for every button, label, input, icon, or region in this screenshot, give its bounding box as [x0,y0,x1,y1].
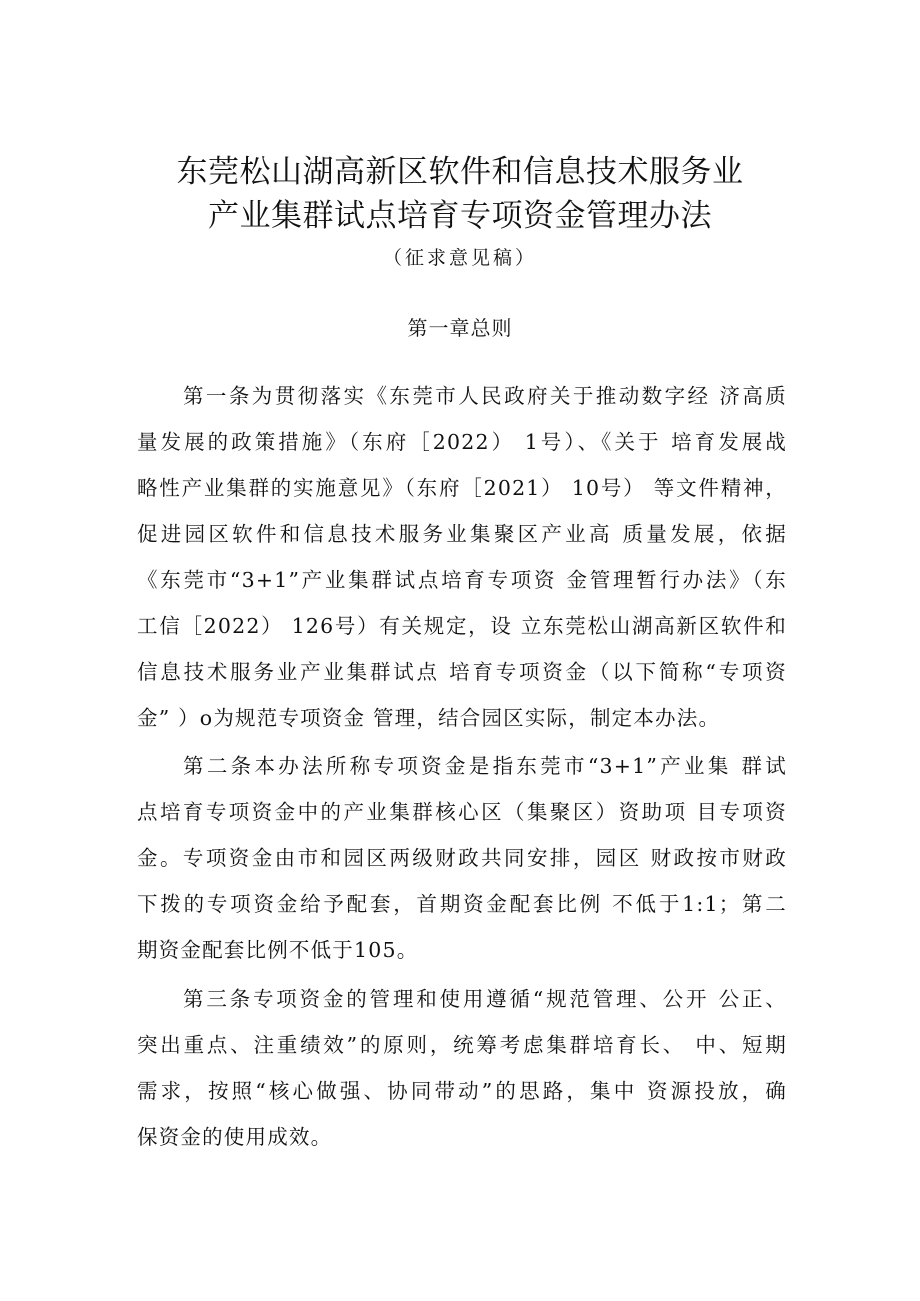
article-3-line-1: 第三条专项资金的管理和使用遵循“规范管理、公开 公正、 [183,987,787,1011]
article-3-line-4: 保资金的使用成效。 [137,1125,333,1149]
chapter-heading: 第一章总则 [407,316,513,340]
article-2-line-1: 第二条本办法所称专项资金是指东莞市“3+1”产业集 群试 [183,754,787,778]
article-2-line-4: 下拨的专项资金给予配套，首期资金配套比例 不低于1:1；第二 [137,892,787,916]
article-1-line-3: 略性产业集群的实施意见》（东府［2021） 10号） 等文件精神， [137,476,787,500]
article-2-line-2: 点培育专项资金中的产业集群核心区（集聚区）资助项 目专项资 [137,800,787,824]
article-2-line-3: 金。专项资金由市和园区两级财政共同安排，园区 财政按市财政 [137,846,787,870]
document-subtitle: （征求意见稿） [382,247,537,269]
document-title-line-1: 东莞松山湖高新区软件和信息技术服务业 [176,154,744,190]
article-1-line-8: 金” ）o为规范专项资金 管理，结合园区实际，制定本办法。 [137,706,721,730]
article-1-line-2: 量发展的政策措施》（东府［2022） 1号）、《关于 培育发展战 [137,430,787,454]
article-3-line-3: 需求，按照“核心做强、协同带动”的思路，集中 资源投放，确 [137,1079,787,1103]
article-2-line-5: 期资金配套比例不低于105。 [137,938,419,962]
article-3-line-2: 突出重点、注重绩效”的原则，统筹考虑集群培育长、 中、短期 [137,1033,787,1057]
article-1-line-1: 第一条为贯彻落实《东莞市人民政府关于推动数字经 济高质 [183,384,787,408]
article-1-line-4: 促进园区软件和信息技术服务业集聚区产业高 质量发展，依据 [137,522,787,546]
article-1-line-5: 《东莞市“3+1”产业集群试点培育专项资 金管理暂行办法》（东 [137,568,787,592]
article-1-line-6: 工信［2022） 126号）有关规定，设 立东莞松山湖高新区软件和 [137,614,787,638]
article-1-line-7: 信息技术服务业产业集群试点 培育专项资金（以下简称“专项资 [137,660,787,684]
document-title-line-2: 产业集群试点培育专项资金管理办法 [208,198,712,234]
